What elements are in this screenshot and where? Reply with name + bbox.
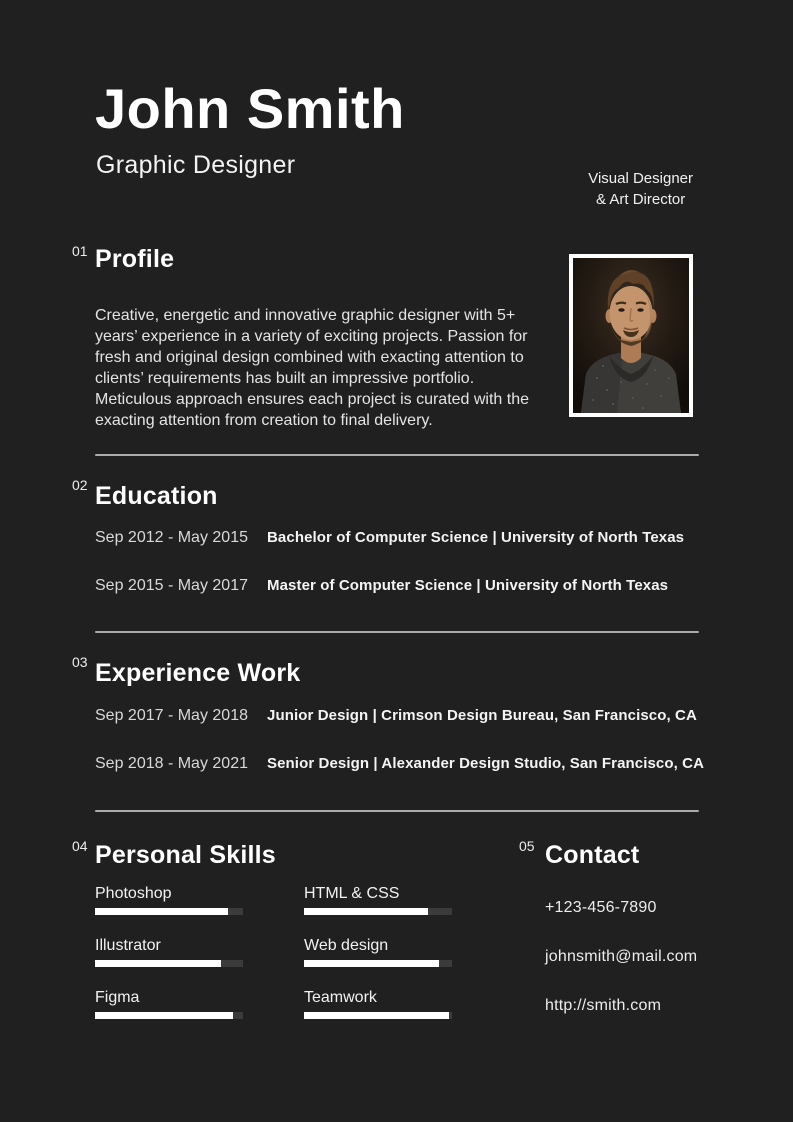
divider	[95, 810, 699, 812]
skill-label: Photoshop	[95, 885, 172, 902]
skill-item-html-css	[304, 884, 464, 936]
section-heading-education: Education	[95, 482, 218, 510]
skill-bar-fill	[95, 960, 221, 967]
contact-phone[interactable]: +123-456-7890	[545, 899, 657, 916]
skill-bar-track	[304, 908, 452, 915]
section-heading-contact: Contact	[545, 841, 640, 869]
portrait-illustration	[573, 258, 689, 413]
education-description: Bachelor of Computer Science | University of North Texas	[267, 529, 685, 546]
divider	[95, 454, 699, 456]
skill-bar-track	[95, 960, 243, 967]
section-number-skills: 04	[72, 838, 88, 854]
contact-website[interactable]: http://smith.com	[545, 997, 662, 1014]
skill-label: Teamwork	[304, 989, 377, 1006]
experience-description: Junior Design | Crimson Design Bureau, San Francisco, CA	[267, 707, 697, 724]
education-dates: Sep 2015 - May 2017	[95, 577, 248, 594]
education-row	[95, 576, 715, 596]
profile-text: Creative, energetic and innovative graphic designer with 5+ years’ experience in a variety of exciting projects. Passion for fresh and original design combined with exacting attention to clients’ requirements has built an impressive portfolio. Meticulous approach ensures each project is curated with the exacting attention from creation to final delivery.	[95, 307, 530, 429]
skill-label: Figma	[95, 989, 140, 1006]
skill-bar-fill	[304, 908, 428, 915]
skill-bar-fill	[304, 960, 439, 967]
skill-bar-fill	[95, 1012, 233, 1019]
contact-list	[545, 899, 697, 1015]
skills-grid	[95, 884, 464, 1040]
education-dates: Sep 2012 - May 2015	[95, 529, 248, 546]
section-number-experience: 03	[72, 654, 88, 670]
section-number-contact: 05	[519, 838, 535, 854]
experience-dates: Sep 2017 - May 2018	[95, 707, 248, 724]
skill-item-illustrator	[95, 936, 255, 988]
skill-bar-fill	[304, 1012, 449, 1019]
skill-item-teamwork	[304, 988, 464, 1040]
tagline-line-1: Visual Designer	[588, 170, 693, 187]
experience-row	[95, 706, 715, 726]
section-heading-experience: Experience Work	[95, 659, 301, 687]
section-heading-skills: Personal Skills	[95, 841, 276, 869]
experience-row	[95, 754, 715, 774]
education-description: Master of Computer Science | University of North Texas	[267, 577, 669, 594]
profile-photo	[569, 254, 693, 417]
skill-bar-track	[95, 1012, 243, 1019]
skill-label: Web design	[304, 937, 389, 954]
person-name: John Smith	[95, 77, 405, 140]
skill-item-web-design	[304, 936, 464, 988]
section-number-education: 02	[72, 477, 88, 493]
tagline	[588, 168, 693, 210]
job-title: Graphic Designer	[96, 151, 296, 179]
skill-item-figma	[95, 988, 255, 1040]
skill-label: HTML & CSS	[304, 885, 400, 902]
experience-description: Senior Design | Alexander Design Studio, San Francisco, CA	[267, 755, 705, 772]
skill-bar-track	[304, 1012, 452, 1019]
experience-dates: Sep 2018 - May 2021	[95, 755, 248, 772]
skill-bar-fill	[95, 908, 228, 915]
contact-email[interactable]: johnsmith@mail.com	[545, 948, 698, 965]
skill-bar-track	[304, 960, 452, 967]
skill-item-photoshop	[95, 884, 255, 936]
education-row	[95, 528, 715, 548]
tagline-line-2: & Art Director	[596, 191, 686, 208]
skill-bar-track	[95, 908, 243, 915]
section-number-profile: 01	[72, 243, 88, 259]
section-heading-profile: Profile	[95, 245, 175, 273]
skill-label: Illustrator	[95, 937, 161, 954]
divider	[95, 631, 699, 633]
